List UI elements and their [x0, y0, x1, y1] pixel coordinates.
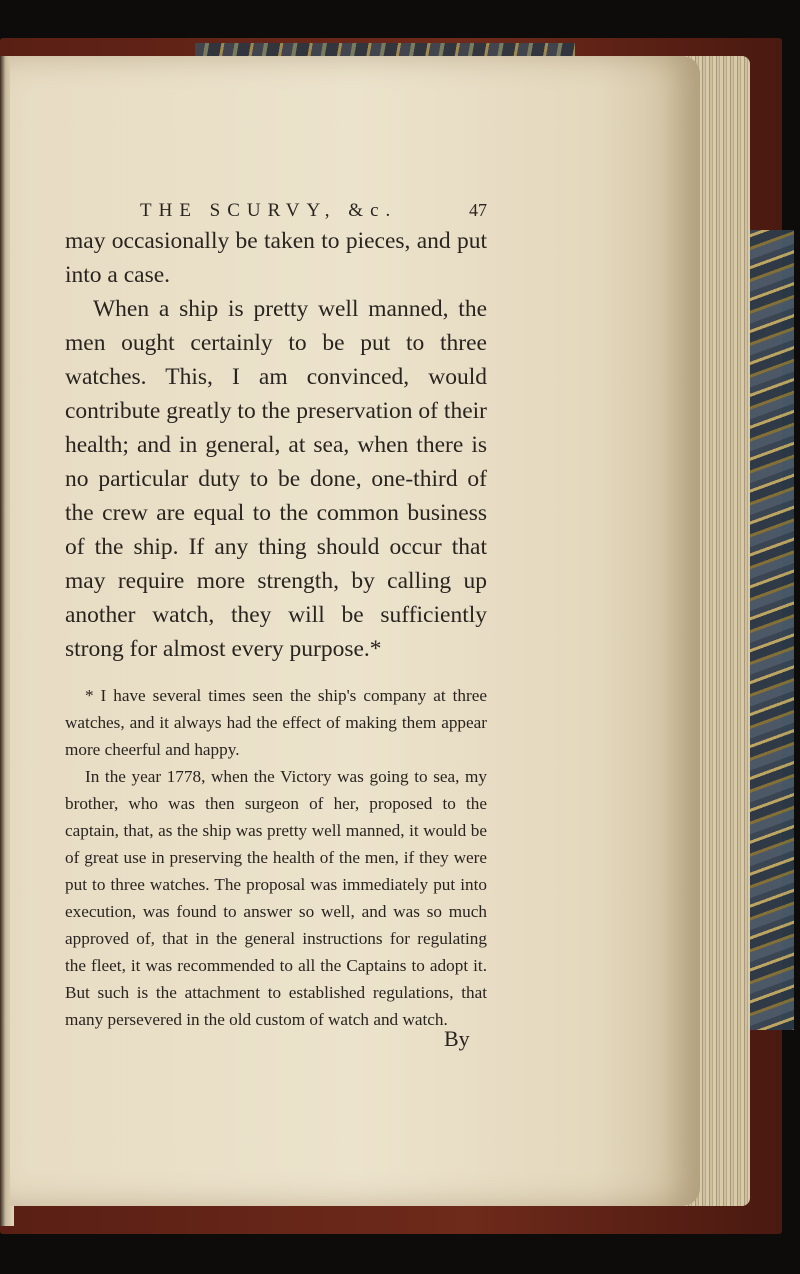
footnote: In the year 1778, when the Victory was going to sea, my brother, who was then surgeon of her, proposed to the captain, that, as the ship was pretty well manned, it would be of great use in preserving the health of the men, if they were put to three watches. The proposal was immediately put into execution, was found to answer so well, and was so much approved of, that in the general instructions for regulating the fleet, it was recommended to all the Captains to adopt it. But such is the attachment to established regulations, that many persevered in the old custom of watch and watch. [65, 767, 487, 1029]
running-head-title: THE SCURVY, &c. [140, 200, 398, 221]
marbled-endpaper-top [195, 43, 575, 57]
main-text [65, 224, 487, 666]
running-head [65, 200, 487, 222]
footnote: * I have several times seen the ship's company at three watches, and it always had the effect of making them appear more cheerful and happy. [65, 686, 487, 759]
marbled-endpaper-edge [744, 230, 794, 1030]
page-text [65, 200, 487, 1033]
paragraph: When a ship is pretty well manned, the men ought certainly to be put to three watches. This, I am convinced, would contribute greatly to the preservation of their health; and in general, at sea, when there is no particular duty to be done, one-third of the crew are equal to the common business of the ship. If any thing should occur that may require more strength, by calling up another watch, they will be sufficiently strong for almost every purpose.* [65, 296, 487, 662]
footnotes [65, 682, 487, 1033]
paragraph: may occasionally be taken to pieces, and put into a case. [65, 228, 487, 288]
catchword: By [444, 1026, 470, 1051]
page-number: 47 [469, 200, 487, 220]
